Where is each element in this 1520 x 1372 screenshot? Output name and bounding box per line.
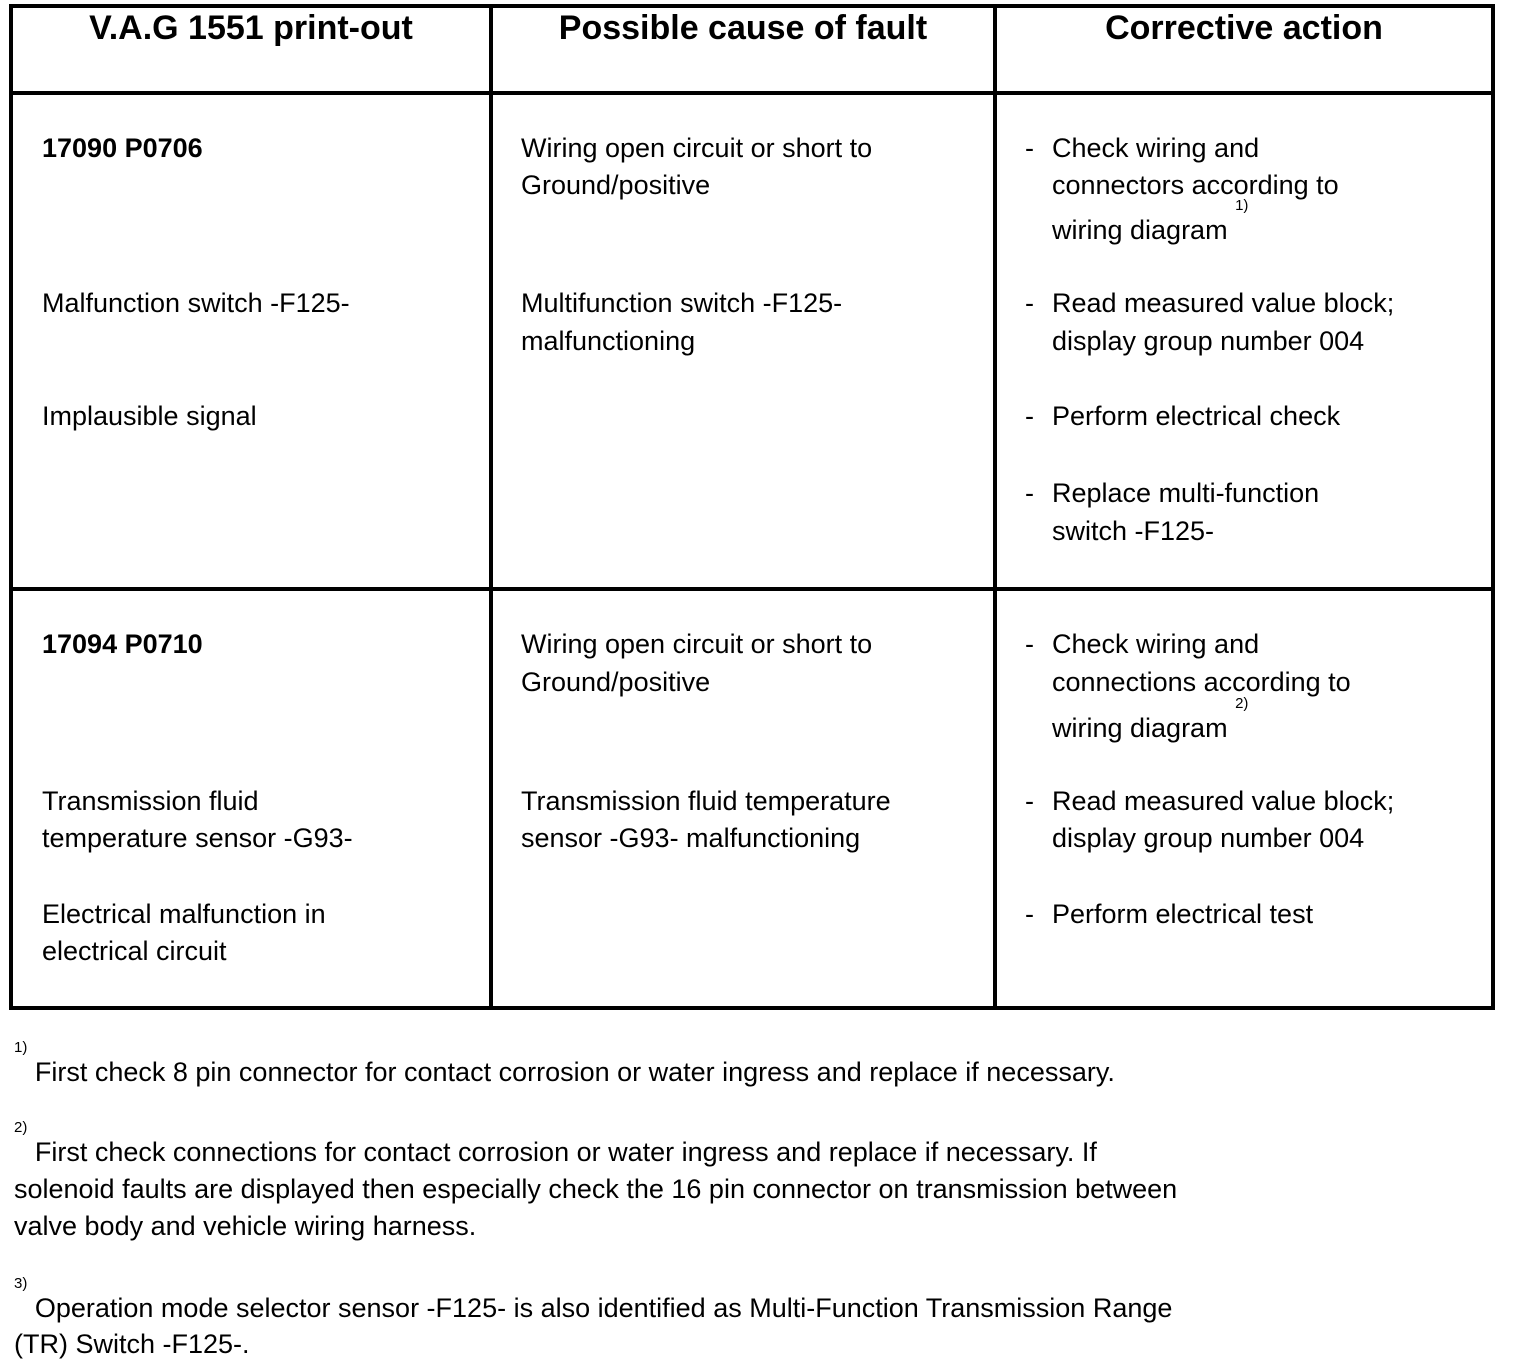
action-text: Perform electrical check bbox=[1052, 401, 1341, 431]
cause-text: Transmission fluid temperature bbox=[521, 786, 891, 816]
row-divider bbox=[13, 587, 1491, 591]
action-text: Read measured value block; bbox=[1052, 786, 1395, 816]
footnote-2 bbox=[14, 1119, 1097, 1171]
printout-text: Malfunction switch -F125- bbox=[42, 288, 350, 318]
footnote-text: First check connections for contact corrosion or water ingress and replace if necessary. If bbox=[34, 1137, 1097, 1167]
bullet-dash: - bbox=[1025, 288, 1034, 318]
action-text: connectors according to bbox=[1052, 170, 1339, 200]
cause-text: sensor -G93- malfunctioning bbox=[521, 823, 861, 853]
printout-text: electrical circuit bbox=[42, 936, 227, 966]
footnote-2-line2: solenoid faults are displayed then especially check the 16 pin connector on transmission between bbox=[14, 1174, 1178, 1204]
column-divider bbox=[489, 8, 493, 1006]
footnote-3-line2: (TR) Switch -F125-. bbox=[14, 1329, 250, 1359]
action-text bbox=[1052, 197, 1249, 249]
action-text: Perform electrical test bbox=[1052, 899, 1314, 929]
footnote-ref: 2) bbox=[1235, 695, 1249, 712]
header-corrective-action: Corrective action bbox=[1105, 9, 1383, 47]
action-text: Read measured value block; bbox=[1052, 288, 1395, 318]
action-text: connections according to bbox=[1052, 667, 1351, 697]
action-text: display group number 004 bbox=[1052, 326, 1365, 356]
printout-text: Electrical malfunction in bbox=[42, 899, 326, 929]
fault-code: 17090 P0706 bbox=[42, 133, 203, 163]
cause-text: Ground/positive bbox=[521, 667, 711, 697]
bullet-dash: - bbox=[1025, 899, 1034, 929]
bullet-dash: - bbox=[1025, 478, 1034, 508]
bullet-dash: - bbox=[1025, 133, 1034, 163]
footnote-1 bbox=[14, 1039, 1115, 1091]
action-text: Replace multi-function bbox=[1052, 478, 1320, 508]
action-text: switch -F125- bbox=[1052, 516, 1215, 546]
action-text-line: wiring diagram bbox=[1052, 713, 1228, 743]
printout-text: Transmission fluid bbox=[42, 786, 259, 816]
action-text-line: wiring diagram bbox=[1052, 215, 1228, 245]
printout-text: temperature sensor -G93- bbox=[42, 823, 353, 853]
header-possible-cause: Possible cause of fault bbox=[558, 9, 928, 47]
footnote-3 bbox=[14, 1275, 1173, 1327]
cause-text: malfunctioning bbox=[521, 326, 696, 356]
cause-text: Wiring open circuit or short to bbox=[521, 629, 873, 659]
footnote-text: First check 8 pin connector for contact corrosion or water ingress and replace if necessary. bbox=[34, 1057, 1115, 1087]
action-text: Check wiring and bbox=[1052, 133, 1260, 163]
bullet-dash: - bbox=[1025, 629, 1034, 659]
action-text: display group number 004 bbox=[1052, 823, 1365, 853]
action-text bbox=[1052, 695, 1249, 747]
footnote-2-line3: valve body and vehicle wiring harness. bbox=[14, 1211, 477, 1241]
footnote-mark: 3) bbox=[14, 1275, 28, 1292]
bullet-dash: - bbox=[1025, 786, 1034, 816]
action-text: Check wiring and bbox=[1052, 629, 1260, 659]
cause-text: Multifunction switch -F125- bbox=[521, 288, 843, 318]
header-vag-printout: V.A.G 1551 print-out bbox=[89, 9, 413, 47]
header-divider bbox=[13, 91, 1491, 95]
cause-text: Wiring open circuit or short to bbox=[521, 133, 873, 163]
footnote-mark: 2) bbox=[14, 1119, 28, 1136]
footnote-mark: 1) bbox=[14, 1039, 28, 1056]
cause-text: Ground/positive bbox=[521, 170, 711, 200]
printout-text: Implausible signal bbox=[42, 401, 257, 431]
fault-code: 17094 P0710 bbox=[42, 629, 203, 659]
footnote-ref: 1) bbox=[1235, 197, 1249, 214]
column-divider bbox=[993, 8, 997, 1006]
footnote-text: Operation mode selector sensor -F125- is also identified as Multi-Function Transmission Range bbox=[34, 1293, 1173, 1323]
bullet-dash: - bbox=[1025, 401, 1034, 431]
